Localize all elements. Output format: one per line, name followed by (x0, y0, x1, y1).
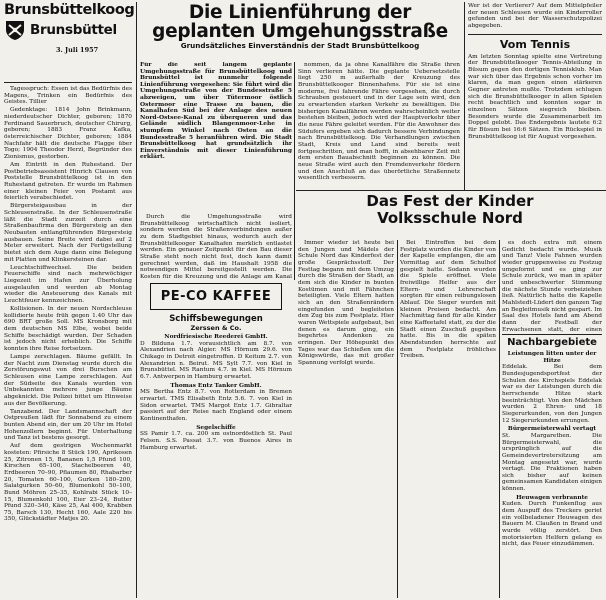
nachbar-title: Nachbargebiete (507, 337, 597, 348)
masthead-divider (4, 82, 132, 83)
tennis-title: Vom Tennis (499, 37, 571, 51)
column-rule-3 (464, 2, 465, 190)
shipping-entries3: SS Pamir 1.7. ca. 200 sm ostnordöstlich St. Paul Felsen. S.S. Passat 3.7. von Buenos Aires in Hamburg erwartet. (140, 431, 292, 451)
news-dance: Tanzabend. Der Landsmannschaft der Ostpreußen lädt für Sonnabend zu einem bunten Abend ein, der um 20 Uhr im Hotel Hohenzollern beginnt. Für Unterhaltung und Tanz ist bestens gesorgt. (4, 408, 132, 442)
local-news-column (4, 86, 132, 598)
shipping-entries2: MS Bertha Entz 8.7. von Rotterdam in Bremen erwartet. TMS Elisabeth Entz 5.6. 7. von Kiel in Sidon erwartet. TMS Margot Entz 1.7. Gibraltar passiert auf der Reise nach England oder einem Kontinenthafen. (140, 389, 292, 422)
masthead-row (4, 19, 134, 41)
fest-text-b: Bei Eintreffen bei dem Festplatz wurden die Kinder von der Kapelle empfangen, die am Vormittag auf dem Schulhof gespielt hatte. Sodann wurden die Spiele eröffnet. Viele freiwillige Helfer aus der Eltern- und Lehrerschaft sorgten für einen reibungslosen Ablauf. Die Sieger wurden mit kleinen Preisen bedacht. Am Nachmittag fand für alle Kinder eine Kaffeetafel statt, zu der die Stadt einen Zuschuß gegeben hatte. Bis in die späten Abendstunden herrschte auf dem Festplatz fröhliches Treiben. (400, 240, 496, 360)
column-rule-4 (397, 240, 398, 598)
column-rule-5 (499, 240, 500, 598)
fest-top-rule (296, 190, 606, 191)
right-column-top (468, 3, 602, 188)
edition-date: 3. Juli 1957 (56, 46, 99, 54)
shipping-subtitle: Zerssen & Co. (190, 324, 242, 332)
ad-text: PE-CO KAFFEE (160, 289, 272, 304)
coffee-advertisement (150, 283, 282, 310)
column-rule-1 (136, 2, 137, 598)
fest-body-b (400, 240, 496, 598)
nachbar-h2: Bürgermeisterwahl vertagt (507, 426, 597, 433)
nachbar-rule (502, 334, 602, 335)
fest-title: Das Fest der Kinder Volksschule Nord (366, 193, 534, 227)
main-subheadline: Grundsätzliches Einverständnis der Stadt Brunsbüttelkoog (180, 41, 420, 50)
main-article-text-b: nommen, da ja ohne Kanalfähre die Straße ihren Sinn verlieren hätte. Die geplante Uebersetzstelle liegt 250 m außerhalb der Kreuzung des Brunsbüttelkooger Binnenhafens. Für sie ist eine moderne, frei fahrende Fähre vorgesehen, die durch Schrauben gesteuert und in der Lage sein wird, den zu erwartenden starken Verkehr zu bewältigen. Die bisherigen Kanalfähren werden wahrscheinlich weiter bestehen bleiben, jedoch wird der Hauptverkehr über die neue Fähre geleitet werden. Für die Anwohner des Südufers ergeben sich dadurch bessere Verbindungen nach Brunsbüttelkoog. Die Verhandlungen zwischen Stadt, Kreis und Land sind bereits weit fortgeschritten, und man hofft, in absehbarer Zeit mit dem ersten Bauabschnitt beginnen zu können. Die neue Straße wird auch den Fremdenverkehr fördern und den Anschluß an das überörtliche Straßennetz wesentlich verbessern. (298, 62, 460, 182)
nachbar-h1: Leistungen litten unter der Hitze (507, 351, 597, 364)
crest-icon (4, 19, 26, 41)
news-lightship: Leuchtschiffwechsel. Die beiden Feuerschiffe sind nach mehrwöchiger Liegezeit im Hafen zur Überholung ausgelaufen und werden ab Montag wieder die Ansteuerung des Kanals mit Leuchtfeuer kennzeichnen. (4, 264, 132, 304)
main-article-body-a (140, 214, 292, 280)
tennis-text: Am letzten Sonntag spielte eine Vertretung der Brunsbüttelkooger Tennis-Abteilung in Büsum gegen den dortigen Tennisklub. Man war sich über das Ergebnis schon vorher im klaren, da man gegen einen stärkeren Gegner antreten mußte. Trotzdem schlugen sich die Brunsbüttelkooger in allen Spielen recht beachtlich und konnten sogar in einzelnen Sätzen siegreich bleiben. Besonders wurde die Zusammenarbeit im Doppel gelobt. Das Endergebnis lautete 6:2 für Büsum bei 16:6 Sätzen. Ein Rückspiel in Brunsbüttelkoog ist für August vorgesehen. (468, 53, 602, 140)
masthead-line1: Brunsbüttelkoog (4, 2, 135, 18)
masthead (4, 2, 134, 82)
fest-text-c: es doch extra mit einem Gedicht bedacht wurde. Musik und Tanz! Viele Fahnen wurden wieder gruppenweise zu Festzug umgeformt und es ging zur Schule zurück, wo man in später und unbeschwerter Stimmung die nächste Stunde vorbeiziehen ließ. Natürlich hatte die Kapelle Mahlstedt-Lüdert den ganzen Tag an Begleitmusik nicht gespart. Im Saal des Hotels fand am Abend dann der Festball der Erwachsenen statt, der einen (502, 240, 602, 332)
daily-motto: Tagesspruch: Essen ist das Bedürfnis des Magens, Trinken ein Bedürfnis des Geistes. Tillier (4, 86, 132, 106)
nachbar-t1: Eddelak. Bei dem Bundesjugendsportfest der Schulen des Kirchspiels Eddelak war es der Leistungen durch die herrschende Hitze stark beeinträchtigt. Von den Mädchen wurden 2 Ehren- und 18 Siegerurkunden, von den Jungen 12 Siegerurkunden errungen. (502, 364, 602, 424)
column-rule-2 (294, 62, 295, 280)
tennis-rule (468, 34, 602, 35)
anniversaries: Gedenktage: 1814 John Brinkmann, niederdeutscher Dichter, geboren; 1870 Ferdinand Sauerbruch, deutscher Chirurg, geboren; 1883 Franz Kafka, österreichischer Dichter, geboren; 1884 Nachfahr hält die deutsche Flagge über Togo; 1904 Theodor Herzl, Begründer des Zionismus, gestorben. (4, 107, 132, 160)
shipping-entries1: D Bilduna 1.7. vorausichtlich am 8.7. von Alexandrien nach Algier. MS Hörnum 29.6. von Chikago in Detroit eingetroffen. D Keitum 2.7. von Alexandrien n. Beirut. MS Sylt 7.7. von Kiel in Brunsbüttel. MS Rantum 4.7. in Kiel. MS Hörnum 6.7. Antwerpen in Hamburg erwartet. (140, 340, 292, 380)
nachbar-t2: St. Margarethen. Die Bürgermeisterwahl, die ursprünglich auf die Gemeindevertretersitzung am Montag angesetzt war, wurde vertagt. Die Fraktionen haben sich bisher auf keinen gemeinsamen Kandidaten einigen können. (502, 432, 602, 493)
nachbar-t3: Kuden. Durch Funkenflug aus dem Auspuff des Treckers geriet ein vollbeladener Heuwagen des Bauern M. Claußen in Brand und wurde völlig zerstört. Den motorisierten Helfern gelang es nicht, das Feuer einzudämmen. (502, 501, 602, 548)
news-retirement: Am Eintritt in den Ruhestand. Der Postbetriebsassistent Hinrich Clausen von Poststelle Brunsbüttelkoog ist in den Ruhestand getreten. Er wurde im Rahmen einer kleinen Feier von Postamt aus feierlich verabschiedet. (4, 162, 132, 202)
main-article-text-a: Durch die Umgehungsstraße wird Brunsbüttelkoog wirtschaftlich nicht isoliert, sondern werden die Straßenverbindungen außer zu dem Stadtgebiet hinaus, wodurch auch der Brunsbüttelkooger Kanalhafen merklich entlastet werden. Ein genauer Zeitpunkt für den Bau dieser Straße steht noch nicht fest, doch kann damit gerechnet werden, daß im Haushalt 1958 die notwendigen Mittel bereitgestellt werden. Die Kosten für die Kreuzung und die Anlage am Kanal (140, 214, 292, 280)
news-market-prices: Auf dem gestrigen Wochenmarkt kosteten: Pfirsiche 8 Stück 190, Aprikosen 25, Zitronen 15, Bananen 1,5 Pfund 100, Kirschen 65–100, Stachelbeeren 40, Erdbeeren 70–90, Pflaumen 80, Rhabarber 20, Tomaten 60–100, Gurken 180–200, Salatgurken 50–60, Blumenkohl 50–100, Bund Möhren 25–35, Kohlrabi Stück 10–15, Blumenkohl 100, Eier 23–24, Butter Pfund 320–340, Käse 25, Aal 400, Krabben 75, Barsch 130, Hecht 160, Aale 220 bis 350, Glückstädter Matjes 20. (4, 443, 132, 523)
news-collision: Kollisionen. In der neuen Nordschleuse kollidierte heute früh gegen 1.40 Uhr das 690 BRT große Soll. MS Kronsborg mit dem deutschen MS Elbe, wobei beide Schiffe beschädigt wurden. Der Schaden ist jedoch nicht erheblich. Die Schiffe konnten ihre Reise fortsetzen. (4, 305, 132, 352)
shipping-section3-title: Segelschiffe (196, 424, 236, 431)
fest-text-a: Immer wieder ist heute bei den Jungen und Mädels der Schule Nord das Kinderfest der große Gesprächsstoff. Der Festtag begann mit dem Umzug durch die Straßen der Stadt, an dem sich die Kinder in bunten Kostümen und mit Fähnchen beteiligten. Viele Eltern hatten sich an den Straßenrändern eingefunden und begleiteten den Zug bis zum Festplatz. Hier waren Wettspiele aufgebaut, bei denen es darum ging, ein begehrtes Andenken zu erringen. Der Höhepunkt des Tages war das Schießen um die Königswürde, das mit großer Spannung verfolgt wurde. (298, 240, 394, 366)
shipping-title: Schiffsbewegungen (169, 314, 263, 324)
main-headline: Die Linienführung der geplanten Umgehungsstraße (152, 3, 448, 42)
fest-body-a (298, 240, 394, 598)
nachbar-h3: Heuwagen verbrannte (516, 494, 588, 501)
shipping-section2-title: Thomas Entz Tanker GmbH. (170, 382, 262, 389)
news-vandalism: Lampe zerschlagen. Bäume gefällt. In der Nacht zum Dienstag wurde durch die Zerstörungswut von drei Burschen am Schleusen eine Lampe zerschlagen. Auf der Südseite des Kanals wurden von Unbekannten mehrere junge Bäume abgeknickt. Die Polizei bittet um Hinweise aus der Bevölkerung. (4, 353, 132, 407)
shipping-section (140, 314, 292, 598)
shipping-section1-title: Nordfriesische Reederei GmbH. (164, 334, 268, 340)
main-article-body-b (298, 62, 460, 190)
main-article-intro: Für die seit langem geplante Umgehungsstraße für Brunsbüttelkoog und Brunsbüttel ist nunmehr folgende Linienführung vorgesehen: Sie führt wird die Umgehungsstraße von der Bundesstraße 5 abzweigen, um über Tütermoor östlich Ostermoor eine Trasse zu bauen, die Kanalhafen Süd bei der Anlage des neuen Nord-Ostsee-Kanal zu überqueren und das Gelände südlich Blangenmoor-Lehe in stumpfem Winkel nach Osten an die Bundesstraße 5 heranführen wird. Die Stadt Brunsbüttelkoog hat grundsätzlich ihr Einverständnis mit dieser Linienführung erklärt. (140, 62, 292, 161)
nachbar-section (502, 337, 602, 598)
main-article-header (140, 3, 460, 63)
lost-item-notice: Wer ist der Verlierer? Auf dem Mittelpfeiler der neuen Schleusen wurde ein Kinderroller gefunden und bei der Wasserschutzpolizei abgegeben. (468, 3, 602, 29)
fest-header (298, 193, 602, 237)
news-sidewalk: Bürgersteigausbau in der Schleusenstraße. In der Schleusenstraße läßt die Stadt zurzeit durch eine Straßenbaufirma den Bürgersteig an den Neubauten entlangführenden Bürgersteig ausbauen. Seine Breite wird dabei auf 2 Meter erweitert. Nach der Fertigstellung bietet sich dem Auge dann eine Belegung mit Platten und Klinkersteinen dar. (4, 203, 132, 263)
fest-body-c (502, 240, 602, 332)
masthead-line2: Brunsbüttel (30, 22, 117, 38)
